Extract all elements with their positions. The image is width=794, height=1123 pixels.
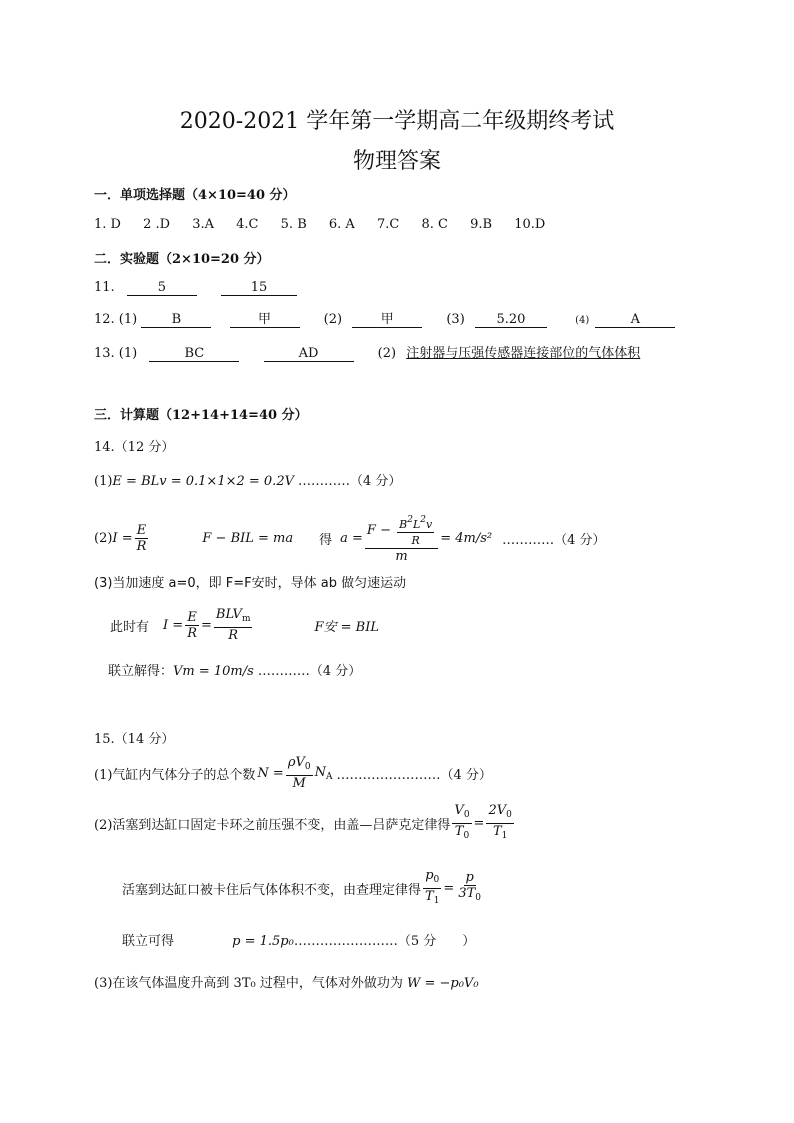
q14-part-1-score: …………（4 分）	[297, 474, 402, 489]
page-title: 2020-2021 学年第一学期高二年级期终考试	[179, 109, 615, 134]
q15-fraction-p0-over-t1: $\frac{p_0}{T_1}$	[425, 867, 440, 906]
section-calculation-title: 三．计算题（12+14+14=40 分）	[94, 408, 308, 423]
q15-part-2b: 活塞到达缸口被卡住后气体体积不变，由查理定律得 $\frac{p_0}{T_1}$ = $\frac{p}{3T_0}$	[122, 868, 485, 908]
q15-part-3	[94, 972, 479, 991]
q13-row	[94, 342, 640, 362]
q15-fraction-2v0-over-t1: $\frac{2V_0}{T_1}$	[488, 802, 512, 841]
q14-fraction-e-over-r-2: $\frac{E}{R}$	[187, 609, 197, 641]
q15-part-2b-text: 活塞到达缸口被卡住后气体体积不变，由查理定律得	[122, 882, 422, 898]
q14-part-3-score: …………（4 分）	[257, 664, 362, 679]
q11-number: 11.	[94, 280, 115, 295]
q12-part-4: (4)	[575, 315, 590, 326]
q11-answer-1: 5	[127, 280, 197, 296]
q13-answer-3: 注射器与压强传感器连接部位的气体体积	[406, 346, 641, 361]
q15-part-2: (2)活塞到达缸口固定卡环之前压强不变，由盖—吕萨克定律得 $\frac{V_0}{T_0}$ = $\frac{2V_0}{T_1}$	[94, 802, 516, 844]
q14-solve-label: 联立解得：	[108, 664, 174, 679]
page-subtitle: 物理答案	[352, 149, 441, 174]
q12-number: 12. (1)	[94, 312, 138, 327]
q14-part-1-formula: E = BLv = 0.1×1×2 = 0.2V	[112, 474, 294, 489]
q14-ampere-force: F安 = BIL	[314, 619, 379, 635]
q12-answer-2: 甲	[230, 312, 300, 328]
q14-acceleration-fraction: F − $\frac{B^2L^2v}{R}$ m	[365, 513, 438, 564]
q12-answer-3: 甲	[352, 312, 422, 328]
q14-fraction-blv-over-r: $\frac{BLV_m}{R}$	[215, 607, 251, 643]
q14-part-3-text: (3)当加速度 a=0，即 F=F安时，导体 ab 做匀速运动	[94, 576, 407, 591]
q15-part-2-result	[122, 930, 475, 949]
section-experiment-title: 二．实验题（2×10=20 分）	[94, 252, 270, 267]
q14-acceleration-lhs: a =	[340, 530, 363, 546]
q15-fraction-p-over-3t0: $\frac{p}{3T_0}$	[458, 870, 482, 903]
q11-row	[94, 280, 297, 296]
q14-part-3-equations: 此时有 I = $\frac{E}{R}$ = $\frac{BLV_m}{R}$ F安 = BIL	[110, 607, 379, 643]
q15-part-2-score: ……………………（5 分 ）	[293, 934, 476, 949]
answer-item: 7.C	[376, 217, 400, 232]
q14-acceleration-result: = 4m/s²	[440, 530, 493, 546]
q12-answer-4: 5.20	[475, 312, 547, 328]
q13-number: 13. (1)	[94, 346, 138, 361]
q15-fraction-rho-v-over-m: $\frac{\rho V_0}{M}$	[287, 755, 311, 791]
answer-item: 4.C	[236, 217, 259, 232]
q15-pressure-result: p = 1.5p₀	[232, 934, 294, 949]
answer-item: 8. C	[421, 217, 448, 232]
q12-answer-5: A	[595, 312, 675, 328]
q13-part-2: (2)	[377, 346, 397, 361]
q15-part-1-text: (1)气缸内气体分子的总个数	[94, 767, 256, 783]
answer-item: 1. D	[94, 217, 121, 232]
q13-answer-1: BC	[149, 346, 239, 362]
q14-part-1	[94, 470, 401, 489]
q15-fraction-v0-over-t0: $\frac{V_0}{T_0}$	[454, 802, 470, 841]
answer-item: 5. B	[280, 217, 307, 232]
q14-part-2-prefix: (2)	[94, 530, 113, 546]
q14-part-1-prefix: (1)	[94, 474, 113, 489]
q13-answer-2: AD	[264, 346, 354, 362]
q12-answer-1: B	[141, 312, 211, 328]
answer-item: 2 .D	[143, 217, 171, 232]
q14-fraction-e-over-r: $\frac{E}{R}$	[136, 522, 147, 554]
answer-item: 3.A	[192, 217, 215, 232]
q14-part-2	[94, 512, 606, 564]
q15-part-1: (1)气缸内气体分子的总个数 N = $\frac{\rho V_0}{M}$ $N_A$ ……………………（4 分）	[94, 755, 492, 791]
q15-part-2-text: (2)活塞到达缸口固定卡环之前压强不变，由盖—吕萨克定律得	[94, 817, 451, 833]
q15-part-3-text: (3)在该气体温度升高到 3T₀ 过程中，气体对外做功为	[94, 976, 403, 991]
q15-combine-label: 联立可得	[122, 934, 175, 949]
q14-part-2-score: …………（4 分）	[502, 532, 606, 548]
q15-part-1-score: ……………………（4 分）	[336, 767, 492, 783]
q11-answer-2: 15	[221, 280, 297, 296]
q12-part-2: (2)	[323, 312, 343, 327]
answer-item: 6. A	[328, 217, 355, 232]
q14-at-this-time-label: 此时有	[110, 619, 150, 635]
answer-item: 10.D	[514, 217, 546, 232]
q12-part-3: (3)	[446, 312, 465, 327]
q14-part-3-result	[108, 660, 361, 679]
section-multiple-choice-title: 一．单项选择题（4×10=40 分）	[94, 188, 296, 203]
q14-de-label: 得	[319, 532, 333, 548]
q14-newton-equation: F − BIL = ma	[202, 530, 294, 546]
q15-header: 15.（14 分）	[94, 732, 175, 747]
q15-work-formula: W = −p₀V₀	[406, 976, 479, 991]
answer-item: 9.B	[470, 217, 493, 232]
q14-current-lhs: I =	[112, 530, 133, 546]
multiple-choice-answers	[94, 217, 563, 232]
q14-header: 14.（12 分）	[94, 440, 175, 455]
q14-velocity-result: Vm = 10m/s	[173, 664, 254, 679]
q12-row	[94, 312, 675, 328]
